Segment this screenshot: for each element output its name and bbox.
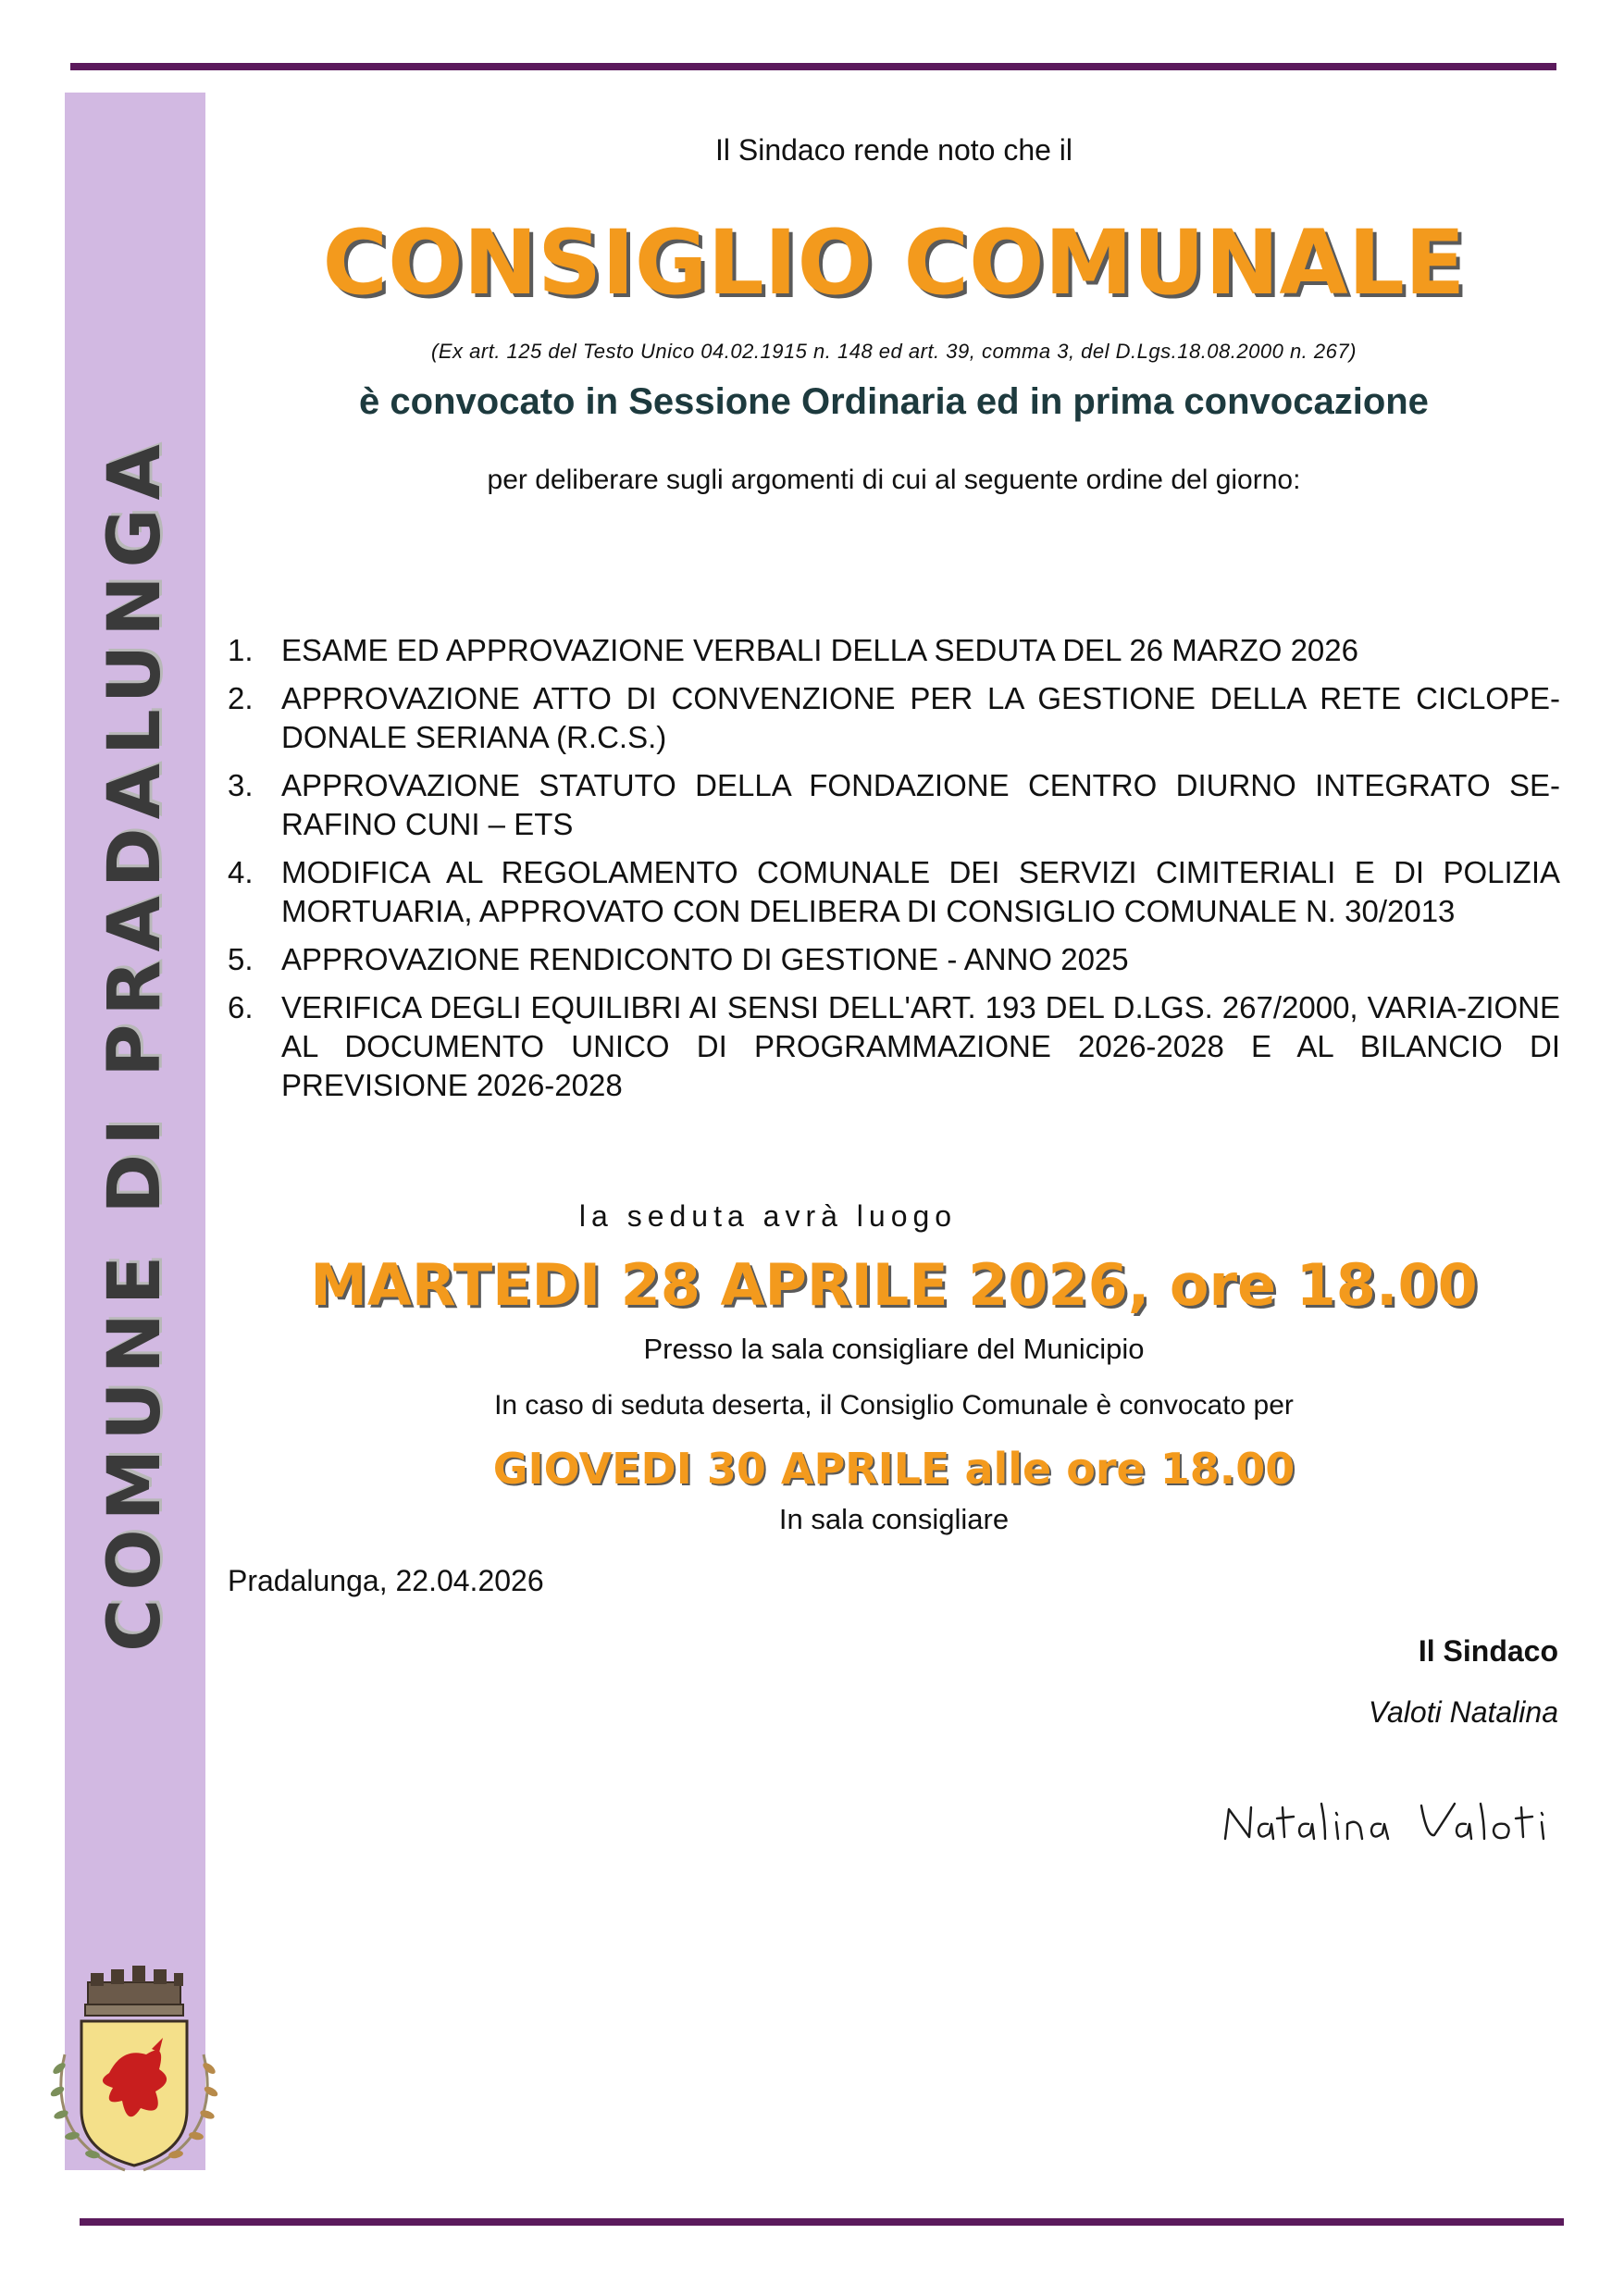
agenda-item [228,940,1560,979]
agenda-item [228,766,1560,844]
bottom-rule [80,2218,1564,2226]
agenda-item-number: 3. [228,768,254,802]
agenda-item [228,988,1560,1105]
signer-title: Il Sindaco [1418,1634,1558,1668]
agenda-item-text: ESAME ED APPROVAZIONE VERBALI DELLA SEDUTA DEL 26 MARZO 2026 [281,633,1358,667]
handwritten-signature [1212,1791,1555,1855]
main-title: CONSIGLIO COMUNALE [322,211,1466,315]
agenda-intro: per deliberare sugli argomenti di cui al seguente ordine del giorno: [487,465,1301,495]
agenda-item-number: 6. [228,990,254,1024]
agenda-list [228,631,1560,1114]
agenda-item [228,853,1560,931]
agenda-item-text: APPROVAZIONE STATUTO DELLA FONDAZIONE CENTRO DIURNO INTEGRATO SE-RAFINO CUNI – ETS [281,768,1560,841]
session-statement: è convocato in Sessione Ordinaria ed in prima convocazione [359,381,1429,422]
top-rule [70,63,1556,70]
legal-reference: (Ex art. 125 del Testo Unico 04.02.1915 n. 148 ed art. 39, comma 3, del D.Lgs.18.08.2000 n. 267) [431,340,1357,363]
coat-of-arms-icon [37,1962,231,2179]
agenda-item-text: MODIFICA AL REGOLAMENTO COMUNALE DEI SERVIZI CIMITERIALI E DI POLIZIA MORTUARIA, APPROVATO CON DELIBERA DI CONSIGLIO COMUNALE N. 30/2013 [281,855,1560,928]
second-meeting-datetime: GIOVEDI 30 APRILE alle ore 18.00 [492,1444,1295,1494]
second-meeting-place: In sala consigliare [778,1503,1010,1535]
sidebar-title: COMUNE DI PRADALUNGA [93,436,177,1652]
agenda-item-number: 4. [228,855,254,889]
deserted-session-note: In caso di seduta deserta, il Consiglio Comunale è convocato per [494,1390,1294,1421]
agenda-item-number: 5. [228,942,254,976]
agenda-item-number: 1. [228,633,254,667]
meeting-intro: la seduta avrà luogo [578,1199,958,1233]
agenda-item-text: APPROVAZIONE ATTO DI CONVENZIONE PER LA GESTIONE DELLA RETE CICLOPE-DONALE SERIANA (R.C.S.) [281,681,1560,754]
meeting-datetime: MARTEDI 28 APRILE 2026, ore 18.00 [310,1251,1478,1319]
meeting-place: Presso la sala consigliare del Municipio [643,1333,1145,1365]
agenda-item-text: APPROVAZIONE RENDICONTO DI GESTIONE - ANNO 2025 [281,942,1129,976]
intro-text: Il Sindaco rende noto che il [714,133,1073,167]
place-and-date: Pradalunga, 22.04.2026 [228,1564,544,1597]
agenda-item-text: VERIFICA DEGLI EQUILIBRI AI SENSI DELL'ART. 193 DEL D.LGS. 267/2000, VARIA-ZIONE AL DOCUMENTO UNICO DI PROGRAMMAZIONE 2026-2028 E AL BILANCIO DI PREVISIONE 2026-2028 [281,990,1560,1102]
agenda-item [228,679,1560,757]
agenda-item-number: 2. [228,681,254,715]
signer-name: Valoti Natalina [1368,1695,1558,1729]
agenda-item [228,631,1560,670]
